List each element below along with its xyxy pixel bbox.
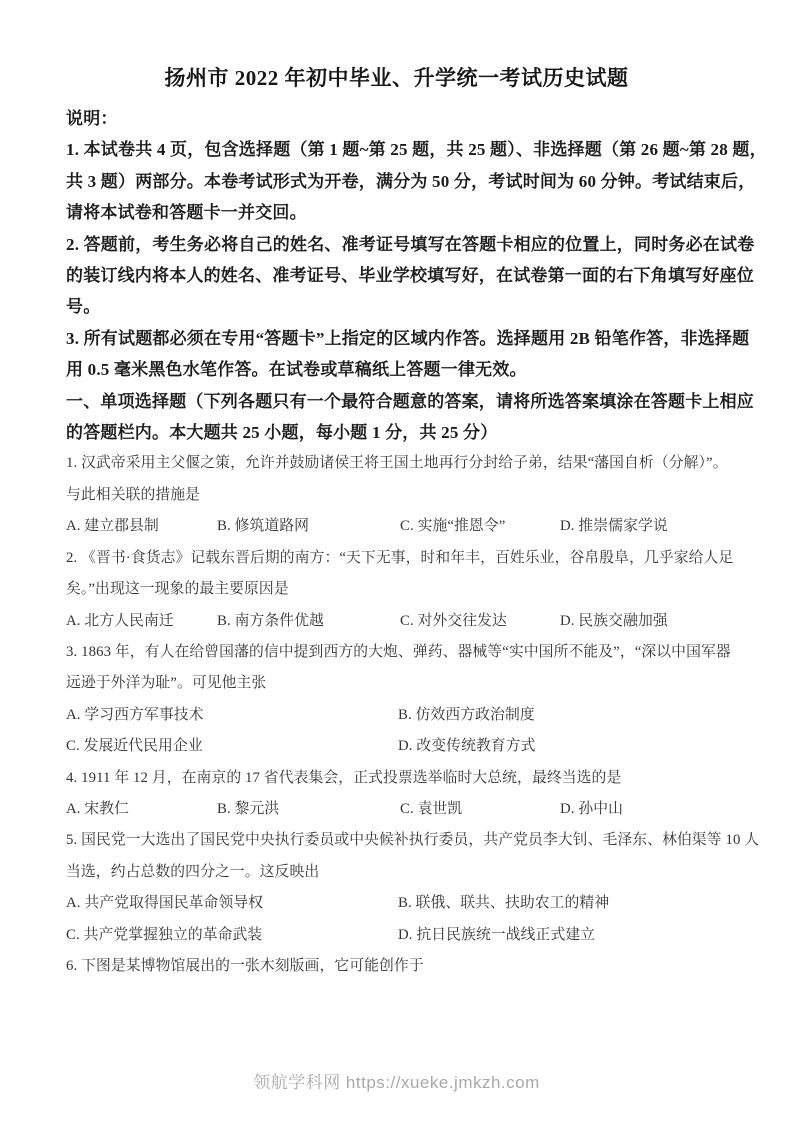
question-1-stem-line2: 与此相关联的措施是 [66, 486, 201, 503]
question-5-options-row2 [66, 920, 738, 951]
question-4-stem-line1: 4. 1911 年 12 月，在南京的 17 省代表集会，正式投票选举临时大总统，最终当选的是 [66, 769, 622, 786]
watermark [0, 1068, 793, 1093]
question-1-option-c: C. 实施“推恩令” [400, 518, 506, 535]
notice-item1-line3: 请将本试卷和答题卡一并交回。 [66, 203, 307, 223]
exam-title: 扬州市 2022 年初中毕业、升学统一考试历史试题 [164, 66, 629, 90]
question-4-option-d: D. 孙中山 [560, 800, 624, 817]
question-3-options-row1 [66, 700, 738, 731]
question-1-options [66, 511, 738, 542]
question-3-stem-line1: 3. 1863 年，有人在给曾国藩的信中提到西方的大炮、弹药、器械等“实中国所不能及”，“深以中国军器 [66, 643, 731, 660]
question-2-option-a: A. 北方人民南迁 [66, 612, 174, 629]
question-1-option-a: A. 建立郡县制 [66, 518, 159, 535]
question-3-stem-line2: 远逊于外洋为耻”。可见他主张 [66, 675, 267, 692]
question-3-option-a: A. 学习西方军事技术 [66, 706, 204, 723]
question-1-stem-line1: 1. 汉武帝采用主父偃之策，允许并鼓励诸侯王将王国土地再行分封给子弟，结果“藩国自析（分解）”。 [66, 455, 728, 472]
question-3-option-b: B. 仿效西方政治制度 [398, 706, 535, 723]
notice-item2-line2: 的装订线内将本人的姓名、准考证号、毕业学校填写好，在试卷第一面的右下角填写好座位 [66, 266, 754, 286]
question-4-option-a: A. 宋教仁 [66, 800, 130, 817]
exam-content [66, 103, 767, 982]
question-5-option-a: A. 共产党取得国民革命领导权 [66, 895, 264, 912]
question-2-options [66, 606, 738, 637]
question-5-option-d: D. 抗日民族统一战线正式建立 [398, 926, 596, 943]
question-1-option-d: D. 推崇儒家学说 [560, 518, 668, 535]
question-3-options-row2 [66, 731, 738, 762]
question-5-option-c: C. 共产党掌握独立的革命武装 [66, 926, 263, 943]
question-4-options [66, 794, 738, 825]
section1-heading-line2: 的答题栏内。本大题共 25 小题，每小题 1 分，共 25 分） [66, 423, 498, 443]
section1-heading-line1: 一、单项选择题（下列各题只有一个最符合题意的答案，请将所选答案填涂在答题卡上相应 [66, 391, 754, 411]
question-4-option-c: C. 袁世凯 [400, 800, 463, 817]
question-3-option-d: D. 改变传统教育方式 [398, 738, 536, 755]
question-5-stem-line2: 当选，约占总数的四分之一。这反映出 [66, 863, 320, 880]
question-2-option-d: D. 民族交融加强 [560, 612, 668, 629]
notice-item2-line3: 号。 [66, 297, 101, 317]
notice-item2-line1: 2. 答题前，考生务必将自己的姓名、准考证号填写在答题卡相应的位置上，同时务必在试卷 [66, 234, 755, 254]
question-2-stem-line1: 2. 《晋书·食货志》记载东晋后期的南方：“天下无事，时和年丰，百姓乐业，谷帛殷阜，几乎家给人足 [66, 549, 734, 566]
question-6-stem-line1: 6. 下图是某博物馆展出的一张木刻版画，它可能创作于 [66, 957, 424, 974]
notice-heading: 说明： [66, 109, 118, 128]
question-1-option-b: B. 修筑道路网 [217, 518, 310, 535]
question-5-option-b: B. 联俄、联共、扶助农工的精神 [398, 895, 610, 912]
question-2-option-b: B. 南方条件优越 [217, 612, 324, 629]
question-2-stem-line2: 矣。”出现这一现象的最主要原因是 [66, 581, 289, 598]
question-5-stem-line1: 5. 国民党一大选出了国民党中央执行委员或中央候补执行委员，共产党员李大钊、毛泽东、林伯渠等 10 人 [66, 832, 760, 849]
notice-item3-line2: 用 0.5 毫米黑色水笔作答。在试卷或草稿纸上答题一律无效。 [66, 360, 527, 380]
notice-item1-line1: 1. 本试卷共 4 页，包含选择题（第 1 题~第 25 题，共 25 题）、非选择题（第 26 题~第 28 题， [66, 140, 767, 160]
question-3-option-c: C. 发展近代民用企业 [66, 738, 203, 755]
question-5-options-row1 [66, 888, 738, 919]
watermark-text: 领航学科网 https://xueke.jmkzh.com [253, 1073, 540, 1092]
question-4-option-b: B. 黎元洪 [217, 800, 280, 817]
question-2-option-c: C. 对外交往发达 [400, 612, 507, 629]
notice-item3-line1: 3. 所有试题都必须在专用“答题卡”上指定的区域内作答。选择题用 2B 铅笔作答，非选择题 [66, 328, 750, 348]
notice-item1-line2: 共 3 题）两部分。本卷考试形式为开卷，满分为 50 分，考试时间为 60 分钟。考试结束后， [66, 171, 756, 191]
